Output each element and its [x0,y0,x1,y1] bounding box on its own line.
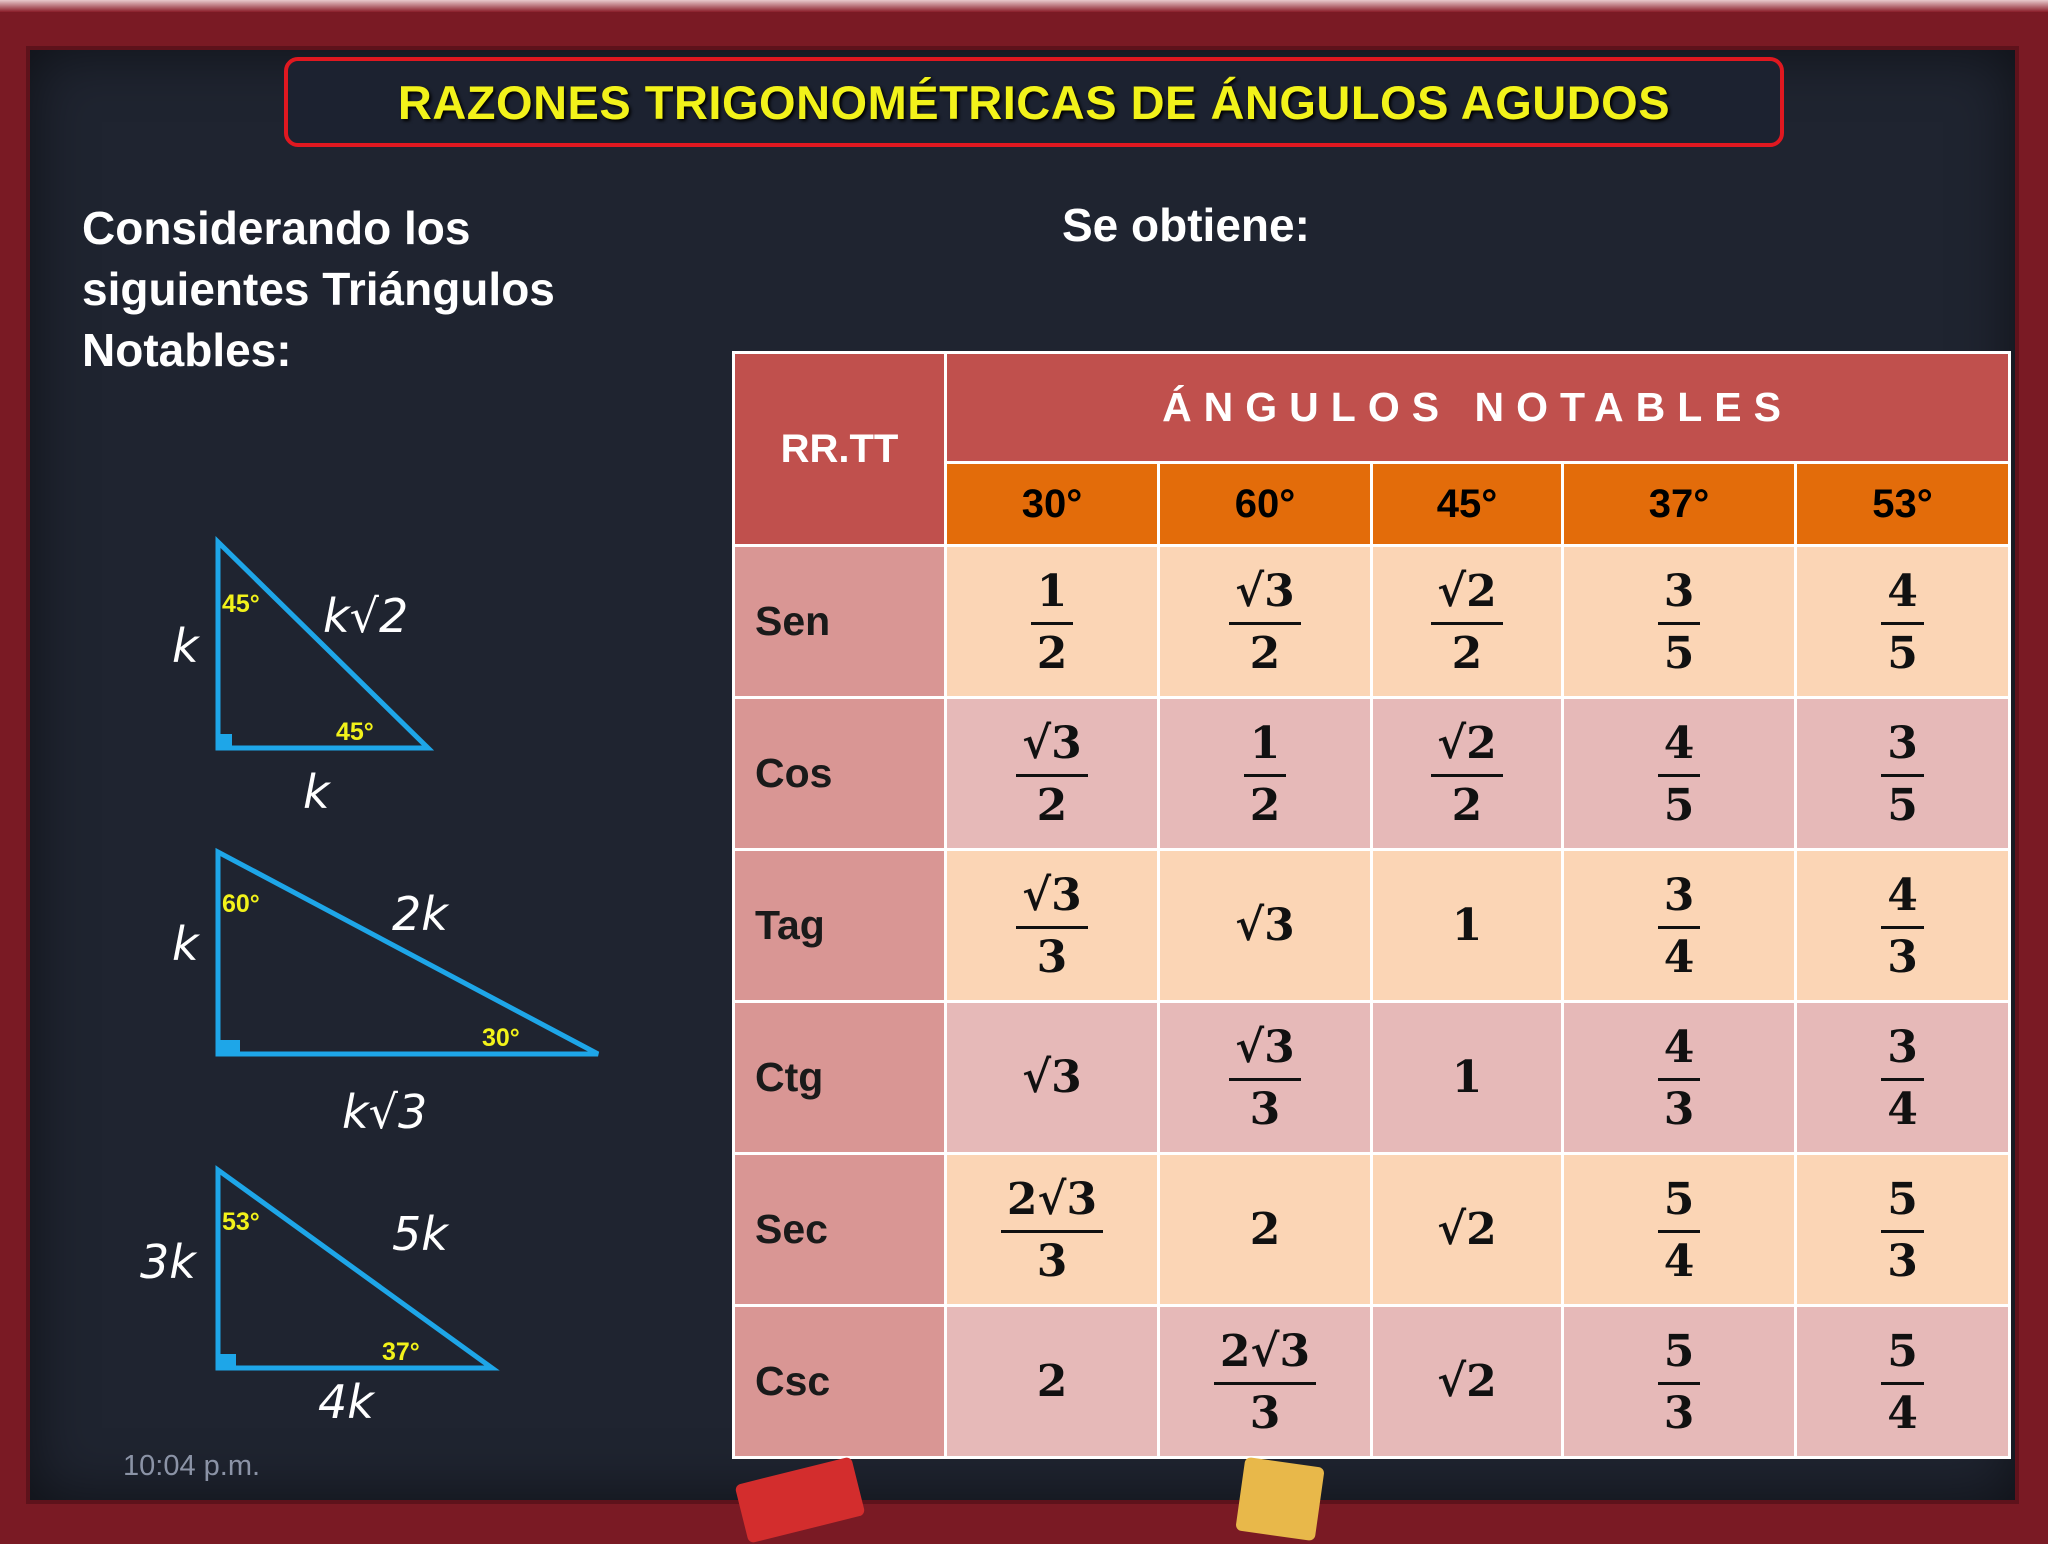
row-label: Tag [734,850,946,1002]
ratio-cell [1796,546,2010,698]
numerator: 4 [1658,1025,1701,1080]
ratio-cell [1796,1154,2010,1306]
ratio-cell [1563,546,1796,698]
ratio-cell [946,546,1159,698]
denominator: 3 [1887,931,1918,983]
table-row [734,546,2010,698]
ratio-cell [1563,1154,1796,1306]
fraction [1658,1326,1701,1439]
denominator: 2 [1036,627,1068,679]
chalk-yellow [1235,1457,1325,1541]
numerator: √3 [1229,569,1301,624]
ratio-cell [1563,850,1796,1002]
fraction [1881,566,1924,679]
numerator: √2 [1431,721,1503,776]
fraction [1658,566,1701,679]
denominator: 2 [1249,627,1281,679]
fraction [1658,718,1701,831]
fraction [1229,1022,1301,1135]
timestamp: 10:04 p.m. [123,1450,261,1482]
side-vertical-label: 3k [140,1235,196,1289]
angle-header: 45° [1372,463,1563,546]
hypotenuse-label: 5k [392,1207,448,1261]
denominator: 4 [1887,1083,1918,1135]
hypotenuse-label: 2k [392,887,448,941]
ratio-cell [1372,698,1563,850]
fraction [1001,1174,1103,1287]
side-vertical-label: k [172,619,199,673]
triangle-30-60 [120,830,620,1150]
ratio-cell [1796,698,2010,850]
numerator: 4 [1881,569,1924,624]
denominator: 2 [1036,779,1068,831]
row-label: Sen [734,546,946,698]
numerator: 3 [1658,569,1701,624]
row-label: Ctg [734,1002,946,1154]
table-row [734,1306,2010,1458]
denominator: 5 [1887,627,1918,679]
fraction [1881,1022,1924,1135]
value: 1 [1451,900,1483,951]
ratio-cell [1796,1306,2010,1458]
ratio-cell [1563,1306,1796,1458]
triangle-45-45 [120,520,620,820]
triangle-shape [218,542,428,748]
value: √2 [1437,1356,1497,1407]
bottom-angle-label: 37° [382,1338,420,1366]
denominator: 4 [1663,1235,1695,1287]
ratio-cell [1563,698,1796,850]
fraction [1016,870,1088,983]
denominator: 5 [1663,779,1695,831]
ratio-cell [1563,1002,1796,1154]
value: √2 [1437,1204,1497,1255]
fraction [1881,1174,1924,1287]
ratio-cell [1159,546,1372,698]
ratio-cell [1159,1002,1372,1154]
value: √3 [1235,900,1295,951]
numerator: 3 [1881,721,1924,776]
ratio-cell [1372,1002,1563,1154]
denominator: 3 [1887,1235,1918,1287]
side-horizontal-label: k [303,765,330,819]
hypotenuse-label: k√2 [323,589,409,643]
numerator: 5 [1658,1177,1701,1232]
denominator: 3 [1036,931,1068,983]
fraction [1658,870,1701,983]
fraction [1881,718,1924,831]
numerator: 2√3 [1214,1329,1316,1384]
numerator: 5 [1881,1329,1924,1384]
side-horizontal-label: 4k [318,1375,374,1429]
fraction [1214,1326,1316,1439]
denominator: 2 [1451,779,1483,831]
right-angle-mark [218,1040,240,1054]
row-label: Sec [734,1154,946,1306]
table-row [734,850,2010,1002]
denominator: 4 [1887,1387,1918,1439]
numerator: 4 [1881,873,1924,928]
numerator: 3 [1658,873,1701,928]
numerator: 1 [1244,721,1287,776]
ratio-cell [1372,546,1563,698]
fraction [1016,718,1088,831]
value: √3 [1022,1052,1082,1103]
ratio-cell [1159,1154,1372,1306]
group-header: ÁNGULOS NOTABLES [946,353,2010,463]
triangle-shape [218,1170,492,1368]
ratio-cell [1159,850,1372,1002]
top-angle-label: 60° [222,890,260,918]
fraction [1881,1326,1924,1439]
table-row [734,1002,2010,1154]
ratio-cell [946,1154,1159,1306]
denominator: 3 [1663,1083,1695,1135]
corner-header: RR.TT [734,353,946,546]
denominator: 3 [1249,1387,1281,1439]
trig-ratios-table [732,351,2011,1459]
numerator: 4 [1658,721,1701,776]
value: 2 [1036,1356,1068,1407]
numerator: 5 [1881,1177,1924,1232]
angle-header: 30° [946,463,1159,546]
intro-text: Considerando los siguientes Triángulos Notables: [82,202,555,376]
ratio-cell [1796,1002,2010,1154]
numerator: √3 [1016,873,1088,928]
numerator: √2 [1431,569,1503,624]
ratio-cell [1372,1154,1563,1306]
ratio-cell [1159,1306,1372,1458]
denominator: 4 [1663,931,1695,983]
numerator: √3 [1016,721,1088,776]
obtain-text: Se obtiene: [1062,199,1310,251]
side-vertical-label: k [172,917,199,971]
frame-top [0,0,2048,12]
numerator: 1 [1031,569,1074,624]
ratio-cell [946,850,1159,1002]
angle-header: 60° [1159,463,1372,546]
top-angle-label: 53° [222,1208,260,1236]
denominator: 3 [1663,1387,1695,1439]
top-angle-label: 45° [222,590,260,618]
table-row [734,698,2010,850]
right-angle-mark [218,1354,236,1368]
ratio-cell [1159,698,1372,850]
fraction [1244,718,1287,831]
ratio-cell [1372,1306,1563,1458]
fraction [1431,718,1503,831]
fraction [1658,1022,1701,1135]
value: 2 [1249,1204,1281,1255]
angle-header: 37° [1563,463,1796,546]
numerator: 2√3 [1001,1177,1103,1232]
value: 1 [1451,1052,1483,1103]
right-angle-mark [218,734,232,748]
table-header-row [734,353,2010,463]
numerator: 3 [1881,1025,1924,1080]
denominator: 5 [1887,779,1918,831]
fraction [1431,566,1503,679]
page-title: RAZONES TRIGONOMÉTRICAS DE ÁNGULOS AGUDOS [397,75,1671,129]
ratio-cell [946,1306,1159,1458]
bottom-angle-label: 45° [336,718,374,746]
table-row [734,1154,2010,1306]
fraction [1881,870,1924,983]
angle-header: 53° [1796,463,2010,546]
ratio-cell [1372,850,1563,1002]
triangle-shape [218,852,598,1054]
row-label: Csc [734,1306,946,1458]
denominator: 2 [1451,627,1483,679]
title-box [284,57,1784,147]
row-label: Cos [734,698,946,850]
bottom-angle-label: 30° [482,1024,520,1052]
fraction [1229,566,1301,679]
denominator: 2 [1249,779,1281,831]
side-horizontal-label: k√3 [342,1085,428,1139]
denominator: 3 [1249,1083,1281,1135]
ratio-cell [946,698,1159,850]
ratio-cell [946,1002,1159,1154]
fraction [1658,1174,1701,1287]
denominator: 5 [1663,627,1695,679]
numerator: √3 [1229,1025,1301,1080]
triangle-37-53 [120,1150,620,1450]
denominator: 3 [1036,1235,1068,1287]
ratio-cell [1796,850,2010,1002]
numerator: 5 [1658,1329,1701,1384]
fraction [1031,566,1074,679]
